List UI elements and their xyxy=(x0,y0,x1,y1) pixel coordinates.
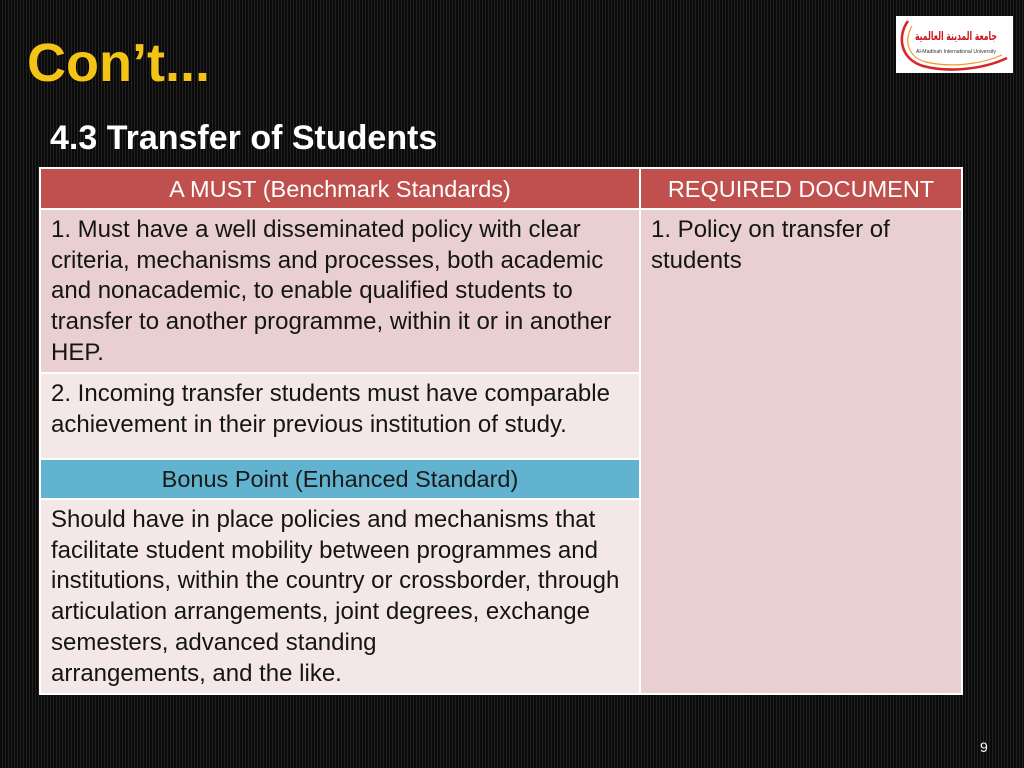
table-header-bonus-point: Bonus Point (Enhanced Standard) xyxy=(41,460,639,498)
logo-graphic xyxy=(896,16,1013,73)
table-cell-required-document: 1. Policy on transfer of students xyxy=(641,210,961,693)
table-cell-must-2: 2. Incoming transfer students must have comparable achievement in their previous institution of study. xyxy=(41,374,639,458)
university-logo xyxy=(896,16,1013,73)
table-cell-bonus-1: Should have in place policies and mechanisms that facilitate student mobility between programmes and institutions, within the country or crossborder, through articulation arrangements, joint degrees, exchange semesters, advanced standing arrangements, and the like. xyxy=(41,500,639,693)
slide-number: 9 xyxy=(980,739,988,755)
table-cell-must-1: 1. Must have a well disseminated policy with clear criteria, mechanisms and processes, both academic and nonacademic, to enable qualified students to transfer to another programme, within it or in another HEP. xyxy=(41,210,639,372)
slide-title: Con’t... xyxy=(27,33,210,93)
table-header-benchmark-standards: A MUST (Benchmark Standards) xyxy=(41,169,639,208)
standards-table xyxy=(39,167,963,695)
table-header-required-document: REQUIRED DOCUMENT xyxy=(641,169,961,208)
logo-arabic-name: جامعة المدينة العالمية xyxy=(915,29,997,43)
logo-english-name: Al-Madinah International University xyxy=(916,49,997,55)
slide-subtitle: 4.3 Transfer of Students xyxy=(50,119,438,157)
